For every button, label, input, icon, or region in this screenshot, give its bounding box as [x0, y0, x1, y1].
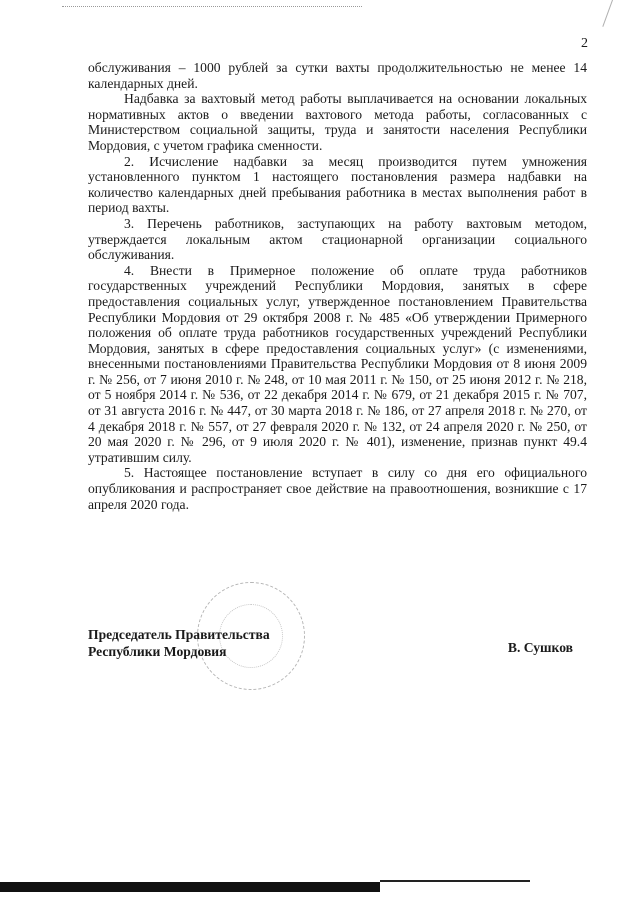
- paragraph-item-3: 3. Перечень работников, заступающих на работу вахтовым методом, утверждается локальным актом стационарной организации социального обслуживания.: [88, 215, 587, 263]
- scan-artifact-bottom-bar: [0, 882, 380, 892]
- scan-artifact-top: [62, 6, 362, 7]
- signatory-position-line2: Республики Мордовия: [88, 644, 227, 659]
- signatory-position: [88, 626, 348, 660]
- paragraph-item-4: 4. Внести в Примерное положение об оплате труда работников государственных учреждений Республики Мордовия, занятых в сфере предоставления социальных услуг, утвержденное постановлением Правительства Республики Мордовия от 29 октября 2008 г. № 485 «Об утверждении Примерного положения об оплате труда работников государственных учреждений Республики Мордовия, занятых в сфере предоставления социальных услуг» (с изменениями, внесенными постановлениями Правительства Республики Мордовия от 8 июня 2009 г. № 256, от 7 июня 2010 г. № 248, от 10 мая 2011 г. № 150, от 25 июня 2012 г. № 218, от 5 ноября 2014 г. № 536, от 22 декабря 2014 г. № 679, от 21 декабря 2015 г. № 707, от 31 августа 2016 г. № 447, от 30 марта 2018 г. № 186, от 27 апреля 2018 г. № 270, от 4 декабря 2018 г. № 557, от 27 февраля 2020 г. № 132, от 24 апреля 2020 г. № 250, от 20 мая 2020 г. № 296, от 9 июля 2020 г. № 401), изменение, признав пункт 49.4 утратившим силу.: [88, 262, 587, 465]
- scan-artifact-bottom-line: [380, 880, 530, 882]
- paragraph-item-2: 2. Исчисление надбавки за месяц производится путем умножения установленного пунктом 1 настоящего постановления размера надбавки на количество календарных дней пребывания работника в местах выполнения работ в период вахты.: [88, 153, 587, 216]
- scan-artifact-corner: [602, 0, 626, 32]
- paragraph-item-5: 5. Настоящее постановление вступает в силу со дня его официального опубликования и распространяет свое действие на правоотношения, возникшие с 17 апреля 2020 года.: [88, 465, 587, 512]
- signatory-position-line1: Председатель Правительства: [88, 627, 270, 642]
- signatory-name: В. Сушков: [507, 640, 573, 655]
- document-body: [88, 60, 587, 512]
- page-number: 2: [581, 36, 588, 51]
- paragraph-continuation: обслуживания – 1000 рублей за сутки вахты продолжительностью не менее 14 календарных дней.: [88, 60, 587, 91]
- paragraph-allowance-basis: Надбавка за вахтовый метод работы выплачивается на основании локальных нормативных актов о введении вахтового метода работы, согласованных с Министерством социальной защиты, труда и занятости населения Республики Мордовия, с учетом графика сменности.: [88, 91, 587, 153]
